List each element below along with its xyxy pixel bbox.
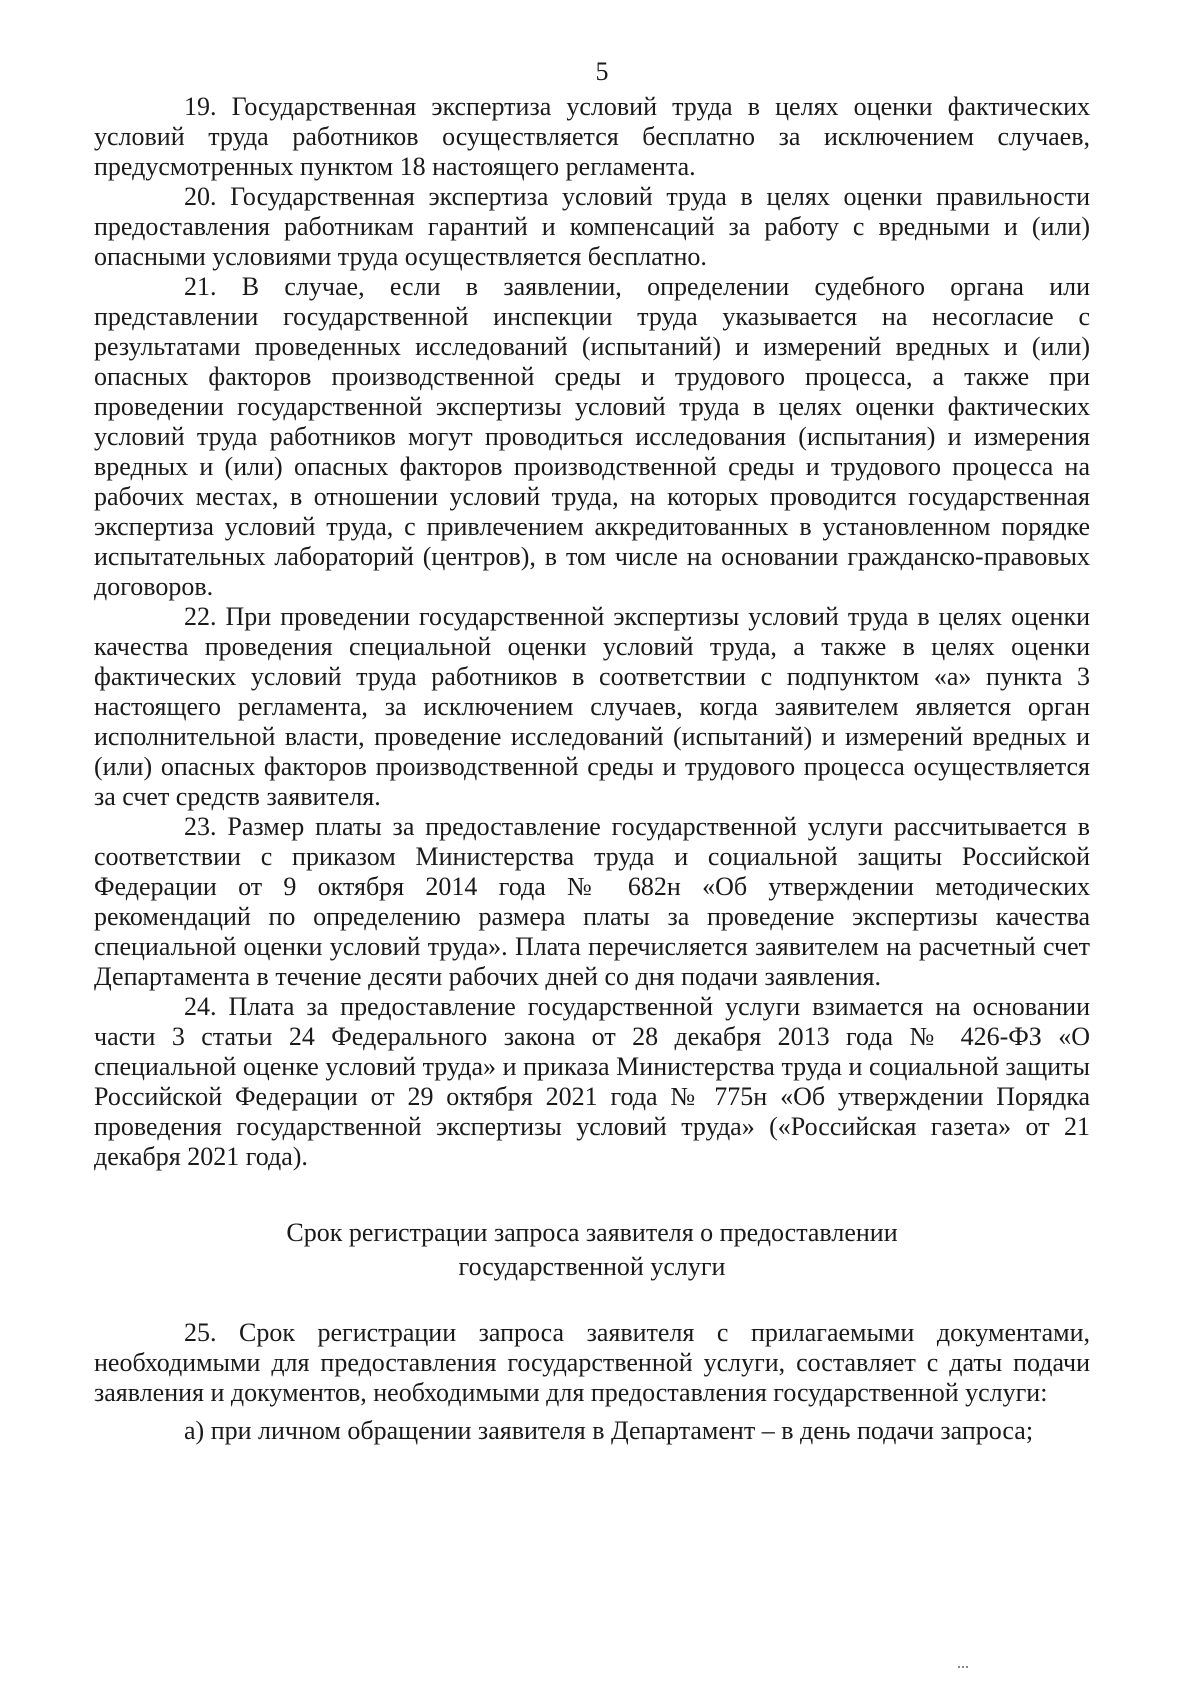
scan-artifact-dots: [958, 1666, 968, 1671]
paragraph-25-a: а) при личном обращении заявителя в Департамент – в день подачи запроса;: [184, 1416, 1034, 1445]
section-heading-line-2: государственной услуги: [458, 1252, 726, 1281]
paragraph-21: 21. В случае, если в заявлении, определении судебного органа или представлении государственной инспекции труда указывается на несогласие с результатами проведенных исследований (испытаний) и измерений вредных и (или) опасных факторов производственной среды и трудового процесса, а также при проведении государственной экспертизы условий труда в целях оценки фактических условий труда работников могут проводиться исследования (испытания) и измерения вредных и (или) опасных факторов производственной среды и трудового процесса на рабочих местах, в отношении условий труда, на которых проводится государственная экспертиза условий труда, с привлечением аккредитованных в установленном порядке испытательных лабораторий (центров), в том числе на основании гражданско-правовых договоров.: [94, 272, 1090, 601]
section-heading-line-1: Срок регистрации запроса заявителя о предоставлении: [286, 1218, 898, 1247]
paragraph-25: 25. Срок регистрации запроса заявителя с прилагаемыми документами, необходимыми для предоставления государственной услуги, составляет с даты подачи заявления и документов, необходимыми для предоставления государственной услуги:: [94, 1318, 1090, 1407]
paragraph-24: 24. Плата за предоставление государственной услуги взимается на основании части 3 статьи 24 Федерального закона от 28 декабря 2013 года № 426-ФЗ «О специальной оценке условий труда» и приказа Министерства труда и социальной защиты Российской Федерации от 29 октября 2021 года № 775н «Об утверждении Порядка проведения государственной экспертизы условий труда» («Российская газета» от 21 декабря 2021 года).: [94, 992, 1090, 1171]
paragraph-23: 23. Размер платы за предоставление государственной услуги рассчитывается в соответствии с приказом Министерства труда и социальной защиты Российской Федерации от 9 октября 2014 года № 682н «Об утверждении методических рекомендаций по определению размера платы за проведение экспертизы качества специальной оценки условий труда». Плата перечисляется заявителем на расчетный счет Департамента в течение десяти рабочих дней со дня подачи заявления.: [94, 812, 1090, 991]
section-heading: [94, 1216, 1090, 1284]
paragraph-22: 22. При проведении государственной экспертизы условий труда в целях оценки качества проведения специальной оценки условий труда, а также в целях оценки фактических условий труда работников в соответствии с подпунктом «а» пункта 3 настоящего регламента, за исключением случаев, когда заявителем является орган исполнительной власти, проведение исследований (испытаний) и измерений вредных и (или) опасных факторов производственной среды и трудового процесса осуществляется за счет средств заявителя.: [94, 602, 1090, 811]
paragraph-20: 20. Государственная экспертиза условий труда в целях оценки правильности предоставления работникам гарантий и компенсаций за работу с вредными и (или) опасными условиями труда осуществляется бесплатно.: [94, 182, 1090, 271]
paragraph-19: 19. Государственная экспертиза условий труда в целях оценки фактических условий труда работников осуществляется бесплатно за исключением случаев, предусмотренных пунктом 18 настоящего регламента.: [94, 92, 1090, 181]
page-number: 5: [595, 57, 609, 86]
